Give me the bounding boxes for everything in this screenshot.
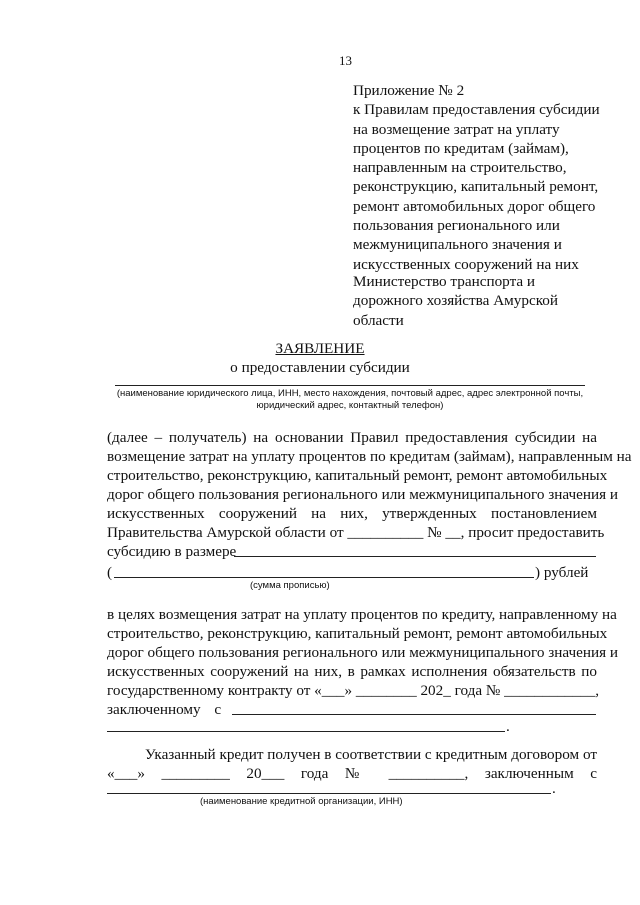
appendix-line: направленным на строительство, bbox=[353, 159, 567, 177]
paragraph2-line: искусственных сооружений на них, в рамках исполнения обязательств по bbox=[107, 663, 597, 680]
paragraph3-line: Указанный кредит получен в соответствии с кредитным договором от bbox=[145, 746, 597, 763]
appendix-line: реконструкцию, капитальный ремонт, bbox=[353, 178, 599, 196]
paragraph1-line: дорог общего пользования регионального или межмуниципального значения и bbox=[107, 486, 619, 503]
paragraph3-line: «___» _________ 20___ года № __________, заключенным с bbox=[107, 765, 597, 782]
amount-words-fill-line bbox=[114, 577, 534, 578]
subsidy-amount-label: субсидию в размере bbox=[107, 543, 237, 560]
addressee-line: дорожного хозяйства Амурской bbox=[353, 292, 559, 310]
applicant-fill-line bbox=[115, 385, 585, 386]
subsidy-amount-fill-line bbox=[234, 556, 596, 557]
credit-org-caption: (наименование кредитной организации, ИНН) bbox=[200, 796, 403, 807]
appendix-line: ремонт автомобильных дорог общего bbox=[353, 197, 596, 215]
paragraph3-end-dot: . bbox=[552, 780, 556, 797]
paragraph2-line: государственному контракту от «___» ________ 202_ года № ____________, bbox=[107, 682, 600, 699]
appendix-line: Приложение № 2 bbox=[353, 82, 465, 99]
addressee-line: области bbox=[353, 311, 404, 329]
appendix-line: к Правилам предоставления субсидии bbox=[353, 101, 600, 119]
paragraph1-line: строительство, реконструкцию, капитальный ремонт, ремонт автомобильных bbox=[107, 467, 608, 484]
concluded-with-fill-line-2 bbox=[107, 731, 505, 732]
amount-open-paren: ( bbox=[107, 564, 113, 581]
amount-caption: (сумма прописью) bbox=[250, 580, 330, 591]
appendix-line: процентов по кредитам (займам), bbox=[353, 139, 569, 157]
paragraph2-end-dot: . bbox=[506, 718, 510, 735]
concluded-with-fill-line bbox=[232, 714, 596, 715]
appendix-line: на возмещение затрат на уплату bbox=[353, 120, 560, 138]
paragraph1-line: искусственных сооружений на них, утвержденных постановлением bbox=[107, 505, 597, 522]
paragraph2-line: строительство, реконструкцию, капитальный ремонт, ремонт автомобильных bbox=[107, 625, 608, 642]
applicant-caption-line2: юридический адрес, контактный телефон) bbox=[256, 400, 444, 411]
concluded-with-label: заключенному с bbox=[107, 701, 222, 718]
appendix-line: межмуниципального значения и bbox=[353, 236, 562, 254]
paragraph1-line: возмещение затрат на уплату процентов по кредитам (займам), направленным на bbox=[107, 448, 632, 465]
appendix-block bbox=[353, 81, 600, 274]
document-title: ЗАЯВЛЕНИЕ bbox=[275, 340, 365, 357]
paragraph2-line: в целях возмещения затрат на уплату процентов по кредиту, направленному на bbox=[107, 606, 617, 623]
appendix-line: искусственных сооружений на них bbox=[353, 255, 579, 273]
page-number: 13 bbox=[339, 53, 352, 68]
amount-rubles-label: ) рублей bbox=[535, 564, 589, 581]
paragraph1-line: Правительства Амурской области от __________ № __, просит предоставить bbox=[107, 524, 605, 541]
addressee-block bbox=[353, 272, 558, 330]
paragraph1-line: (далее – получатель) на основании Правил предоставления субсидии на bbox=[107, 429, 597, 446]
credit-org-fill-line bbox=[107, 793, 551, 794]
appendix-line: пользования регионального или bbox=[353, 217, 560, 235]
addressee-line: Министерство транспорта и bbox=[353, 273, 536, 290]
paragraph2-line: дорог общего пользования регионального или межмуниципального значения и bbox=[107, 644, 619, 661]
applicant-caption-line1: (наименование юридического лица, ИНН, место нахождения, почтовый адрес, адрес электронной почты, bbox=[116, 388, 584, 399]
document-subtitle: о предоставлении субсидии bbox=[230, 359, 410, 376]
